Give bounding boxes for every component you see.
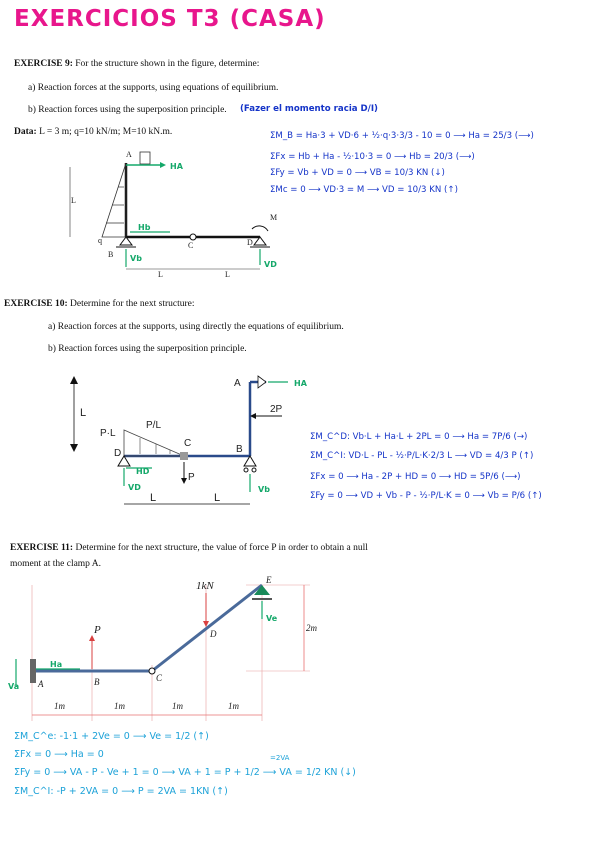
ex11-label-b: B: [94, 677, 100, 687]
ex9-label-m: M: [270, 213, 278, 222]
ex9-load-triangle: [102, 163, 126, 237]
ex10-label-hd: HD: [136, 467, 150, 476]
ex11-clamp-a: [30, 659, 36, 683]
ex10-label-p-over-l: P/L: [146, 420, 162, 431]
ex10-label-c: C: [184, 438, 192, 449]
ex11-figure: [10, 575, 340, 725]
ex11-label-m2: 1m: [114, 701, 125, 711]
ex10-label-vb: Vb: [258, 485, 270, 494]
ex10-label-l1: L: [150, 492, 157, 504]
ex10-item-b: b) Reaction forces using the superposition principle.: [48, 344, 247, 354]
ex10-label-a: A: [234, 378, 241, 389]
ex9-eq-2: ΣFx = Hb + Ha - ½·10·3 = 0 ⟶ Hb = 20/3 (⟶): [270, 152, 475, 162]
ex9-support-a: [140, 152, 150, 164]
ex11-label-ve: Ve: [266, 614, 278, 623]
ex9-hinge-c: [190, 234, 196, 240]
ex10-load-triangle: [124, 430, 184, 456]
ex11-label-d: D: [210, 629, 217, 639]
ex9-label-a: A: [126, 150, 132, 159]
ex10-eq-1: ΣM_C^D: Vb·L + Ha·L + 2PL = 0 ⟶ Ha = 7P/6 (→): [310, 432, 528, 442]
ex9-heading: EXERCISE 9:: [14, 59, 73, 69]
ex11-statement: [10, 542, 368, 554]
ex11-label-c: C: [156, 673, 163, 683]
ex9-eq-1: ΣM_B = Ha·3 + VD·6 + ½·q·3·3/3 - 10 = 0 ⟶ Ha = 25/3 (⟶): [270, 131, 534, 141]
ex11-label-m1: 1m: [54, 701, 65, 711]
ex9-note: (Fazer el momento racia D/I): [240, 104, 378, 114]
ex11-note-top: =2VA: [270, 754, 290, 762]
ex9-label-d: D: [247, 238, 253, 247]
ex9-item-a: a) Reaction forces at the supports, using equations of equilibrium.: [28, 83, 279, 93]
ex10-heading: EXERCISE 10:: [4, 299, 68, 309]
ex9-label-q: q: [98, 236, 102, 245]
ex10-eq-3: ΣFx = 0 ⟶ Ha - 2P + HD = 0 ⟶ HD = 5P/6 (⟶): [310, 472, 521, 482]
ex11-label-1kn: 1kN: [196, 580, 214, 592]
ex9-label-hb: Hb: [138, 223, 151, 232]
ex10-eq-4: ΣFy = 0 ⟶ VD + Vb - P - ½·P/L·K = 0 ⟶ Vb = P/6 (↑): [310, 491, 542, 501]
ex11-text1: Determine for the next structure, the value of force P in order to obtain a null: [75, 543, 368, 553]
ex9-label-vb: Vb: [130, 254, 142, 263]
ex9-eq-4: ΣMc = 0 ⟶ VD·3 = M ⟶ VD = 10/3 KN (↑): [270, 185, 458, 195]
ex11-eq-3: ΣFy = 0 ⟶ VA - P - Ve + 1 = 0 ⟶ VA + 1 = P + 1/2 ⟶ VA = 1/2 KN (↓): [14, 767, 356, 778]
ex9-label-l2: L: [225, 270, 230, 279]
ex9-label-c: C: [188, 241, 194, 250]
ex10-support-b: [244, 456, 256, 466]
ex9-figure: [60, 145, 290, 280]
ex11-label-m4: 1m: [228, 701, 239, 711]
ex9-label-l1: L: [158, 270, 163, 279]
ex11-label-p: P: [94, 624, 101, 636]
ex9-label-vd: VD: [264, 260, 277, 269]
ex9-data-label: Data:: [14, 127, 37, 137]
ex11-eq-2: ΣFx = 0 ⟶ Ha = 0: [14, 749, 104, 760]
ex9-label-ha: HA: [170, 162, 183, 171]
ex10-hinge-c: [180, 452, 188, 460]
ex9-data-text: L = 3 m; q=10 kN/m; M=10 kN.m.: [39, 127, 173, 137]
ex10-eq-2: ΣM_C^I: VD·L - PL - ½·P/L·K·2/3 L ⟶ VD = 4/3 P (↑): [310, 451, 534, 461]
page-title: EXERCICIOS T3 (CASA): [14, 6, 326, 32]
ex10-label-2p: 2P: [270, 404, 283, 415]
ex11-label-e: E: [266, 575, 272, 585]
ex10-label-vd: VD: [128, 483, 141, 492]
ex10-label-pl: P·L: [100, 428, 116, 439]
ex10-item-a: a) Reaction forces at the supports, using directly the equations of equilibrium.: [48, 322, 344, 332]
ex10-text: Determine for the next structure:: [70, 299, 195, 309]
ex11-inclined-beam: [152, 585, 262, 671]
ex11-eq-1: ΣM_C^e: -1·1 + 2Ve = 0 ⟶ Ve = 1/2 (↑): [14, 731, 209, 742]
ex11-text2: moment at the clamp A.: [10, 559, 102, 569]
ex11-eq-4: ΣM_C^I: -P + 2VA = 0 ⟶ P = 2VA = 1KN (↑): [14, 786, 228, 797]
ex10-label-b: B: [236, 444, 243, 455]
ex10-figure: [60, 368, 320, 516]
ex9-item-b: b) Reaction forces using the superposition principle.: [28, 105, 227, 115]
ex10-label-d: D: [114, 448, 122, 459]
ex10-label-l: L: [80, 407, 87, 419]
ex9-eq-3: ΣFy = Vb + VD = 0 ⟶ VB = 10/3 KN (↓): [270, 168, 445, 178]
ex11-label-ha: Ha: [50, 660, 63, 669]
ex10-support-a: [258, 376, 266, 388]
ex11-label-a: A: [38, 679, 44, 689]
ex9-moment-arrow: [252, 226, 268, 231]
ex9-text: For the structure shown in the figure, determine:: [75, 59, 260, 69]
ex10-statement: [4, 298, 195, 310]
ex11-label-2m: 2m: [306, 623, 317, 633]
ex9-label-b: B: [108, 250, 114, 259]
ex11-label-m3: 1m: [172, 701, 183, 711]
ex11-heading: EXERCISE 11:: [10, 543, 74, 553]
ex11-label-va: Va: [8, 682, 20, 691]
ex11-hinge-c: [149, 668, 155, 674]
ex10-label-p: P: [188, 472, 195, 483]
ex9-label-l: L: [71, 196, 76, 205]
ex10-label-ha: HA: [294, 379, 307, 388]
ex9-statement: [14, 58, 259, 70]
ex10-label-l2: L: [214, 492, 221, 504]
